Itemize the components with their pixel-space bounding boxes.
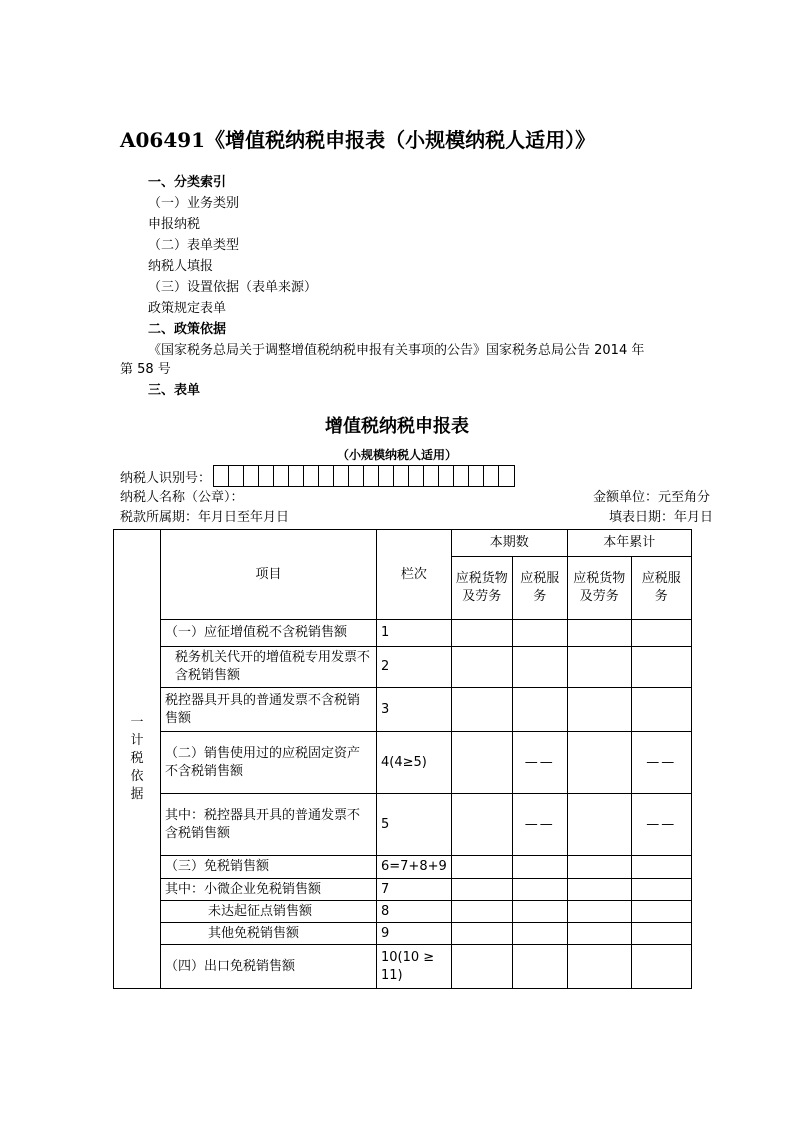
cell-input[interactable] — [512, 923, 567, 945]
table-row — [114, 732, 692, 794]
row-code: 5 — [377, 794, 452, 856]
policy-basis-line1: 《国家税务总局关于调整增值税纳税申报有关事项的公告》国家税务总局公告 2014 年 — [148, 343, 645, 358]
cell-input[interactable] — [567, 901, 631, 923]
cell-input[interactable] — [631, 879, 691, 901]
row-code: 6=7+8+9 — [377, 856, 452, 879]
taxpayer-id-label: 纳税人识别号： — [120, 470, 212, 486]
header-year-to-date: 本年累计 — [567, 530, 691, 557]
row-code: 3 — [377, 688, 452, 732]
business-category-value: 申报纳税 — [148, 217, 201, 232]
row-code: 2 — [377, 647, 452, 688]
form-type-label: （二）表单类型 — [148, 238, 240, 253]
row-code: 9 — [377, 923, 452, 945]
fill-date-label: 填表日期：年月日 — [609, 510, 714, 525]
row-item: （三）免税销售额 — [161, 856, 377, 879]
form-title: 增值税纳税申报表 — [325, 416, 469, 437]
cell-dash: —— — [631, 732, 691, 794]
cell-input[interactable] — [512, 856, 567, 879]
row-code: 1 — [377, 620, 452, 647]
cell-input[interactable] — [631, 901, 691, 923]
cell-input[interactable] — [512, 945, 567, 989]
cell-input[interactable] — [512, 688, 567, 732]
cell-input[interactable] — [631, 945, 691, 989]
cell-input[interactable] — [567, 856, 631, 879]
cell-input[interactable] — [451, 688, 512, 732]
row-item: （一）应征增值税不含税销售额 — [161, 620, 377, 647]
table-row — [114, 794, 692, 856]
cell-input[interactable] — [567, 923, 631, 945]
cell-input[interactable] — [567, 688, 631, 732]
section-classification-index: 一、分类索引 — [148, 175, 227, 190]
tax-period-label: 税款所属期：年月日至年月日 — [120, 510, 290, 525]
form-type-value: 纳税人填报 — [148, 259, 214, 274]
amount-unit-label: 金额单位：元至角分 — [593, 490, 711, 505]
section-policy-basis: 二、政策依据 — [148, 322, 227, 337]
cell-input[interactable] — [512, 901, 567, 923]
cell-input[interactable] — [451, 647, 512, 688]
document-title: A06491《增值税纳税申报表（小规模纳税人适用）》 — [120, 128, 596, 152]
cell-input[interactable] — [567, 732, 631, 794]
setting-basis-label: （三）设置依据（表单来源） — [148, 280, 318, 295]
business-category-label: （一）业务类别 — [148, 196, 240, 211]
cell-input[interactable] — [631, 688, 691, 732]
table-row — [114, 647, 692, 688]
row-item: 税控器具开具的普通发票不含税销售额 — [161, 688, 377, 732]
setting-basis-value: 政策规定表单 — [148, 301, 227, 316]
cell-input[interactable] — [451, 794, 512, 856]
cell-input[interactable] — [567, 647, 631, 688]
taxpayer-id-row — [120, 465, 515, 487]
table-row — [114, 879, 692, 901]
taxpayer-id-boxes[interactable] — [213, 465, 515, 487]
header-ytd-services: 应税服务 — [631, 557, 691, 620]
policy-basis-line2: 第 58 号 — [120, 362, 171, 377]
row-item: 其中：税控器具开具的普通发票不含税销售额 — [161, 794, 377, 856]
cell-input[interactable] — [567, 794, 631, 856]
row-code: 8 — [377, 901, 452, 923]
cell-input[interactable] — [512, 879, 567, 901]
row-item: （二）销售使用过的应税固定资产不含税销售额 — [161, 732, 377, 794]
row-item: 未达起征点销售额 — [161, 901, 377, 923]
cell-input[interactable] — [512, 647, 567, 688]
cell-input[interactable] — [451, 901, 512, 923]
cell-dash: —— — [512, 732, 567, 794]
cell-input[interactable] — [631, 923, 691, 945]
row-code: 4(4≥5) — [377, 732, 452, 794]
header-current-goods: 应税货物及劳务 — [451, 557, 512, 620]
cell-input[interactable] — [451, 923, 512, 945]
header-current-services: 应税服务 — [512, 557, 567, 620]
table-row — [114, 901, 692, 923]
header-ytd-goods: 应税货物及劳务 — [567, 557, 631, 620]
cell-input[interactable] — [451, 732, 512, 794]
table-row — [114, 923, 692, 945]
cell-input[interactable] — [451, 945, 512, 989]
cell-dash: —— — [631, 794, 691, 856]
section-form: 三、表单 — [148, 383, 201, 398]
form-subtitle: （小规模纳税人适用） — [336, 448, 457, 462]
cell-input[interactable] — [631, 647, 691, 688]
row-item: 其他免税销售额 — [161, 923, 377, 945]
row-item: （四）出口免税销售额 — [161, 945, 377, 989]
tax-basis-side-label: 一 计税依据 — [114, 530, 161, 989]
cell-input[interactable] — [451, 856, 512, 879]
cell-input[interactable] — [631, 856, 691, 879]
row-item: 税务机关代开的增值税专用发票不含税销售额 — [161, 647, 377, 688]
table-row — [114, 688, 692, 732]
cell-input[interactable] — [567, 945, 631, 989]
header-item: 项目 — [161, 530, 377, 620]
header-column-no: 栏次 — [377, 530, 452, 620]
row-code: 10(10 ≥ 11) — [377, 945, 452, 989]
table-row — [114, 620, 692, 647]
table-row — [114, 945, 692, 989]
cell-input[interactable] — [512, 620, 567, 647]
cell-input[interactable] — [451, 879, 512, 901]
row-code: 7 — [377, 879, 452, 901]
cell-input[interactable] — [567, 879, 631, 901]
row-item: 其中：小微企业免税销售额 — [161, 879, 377, 901]
table-row — [114, 856, 692, 879]
cell-dash: —— — [512, 794, 567, 856]
tax-return-table — [113, 529, 692, 989]
taxpayer-name-label: 纳税人名称（公章）： — [120, 490, 244, 505]
header-current-period: 本期数 — [451, 530, 567, 557]
cell-input[interactable] — [451, 620, 512, 647]
cell-input[interactable] — [567, 620, 631, 647]
cell-input[interactable] — [631, 620, 691, 647]
